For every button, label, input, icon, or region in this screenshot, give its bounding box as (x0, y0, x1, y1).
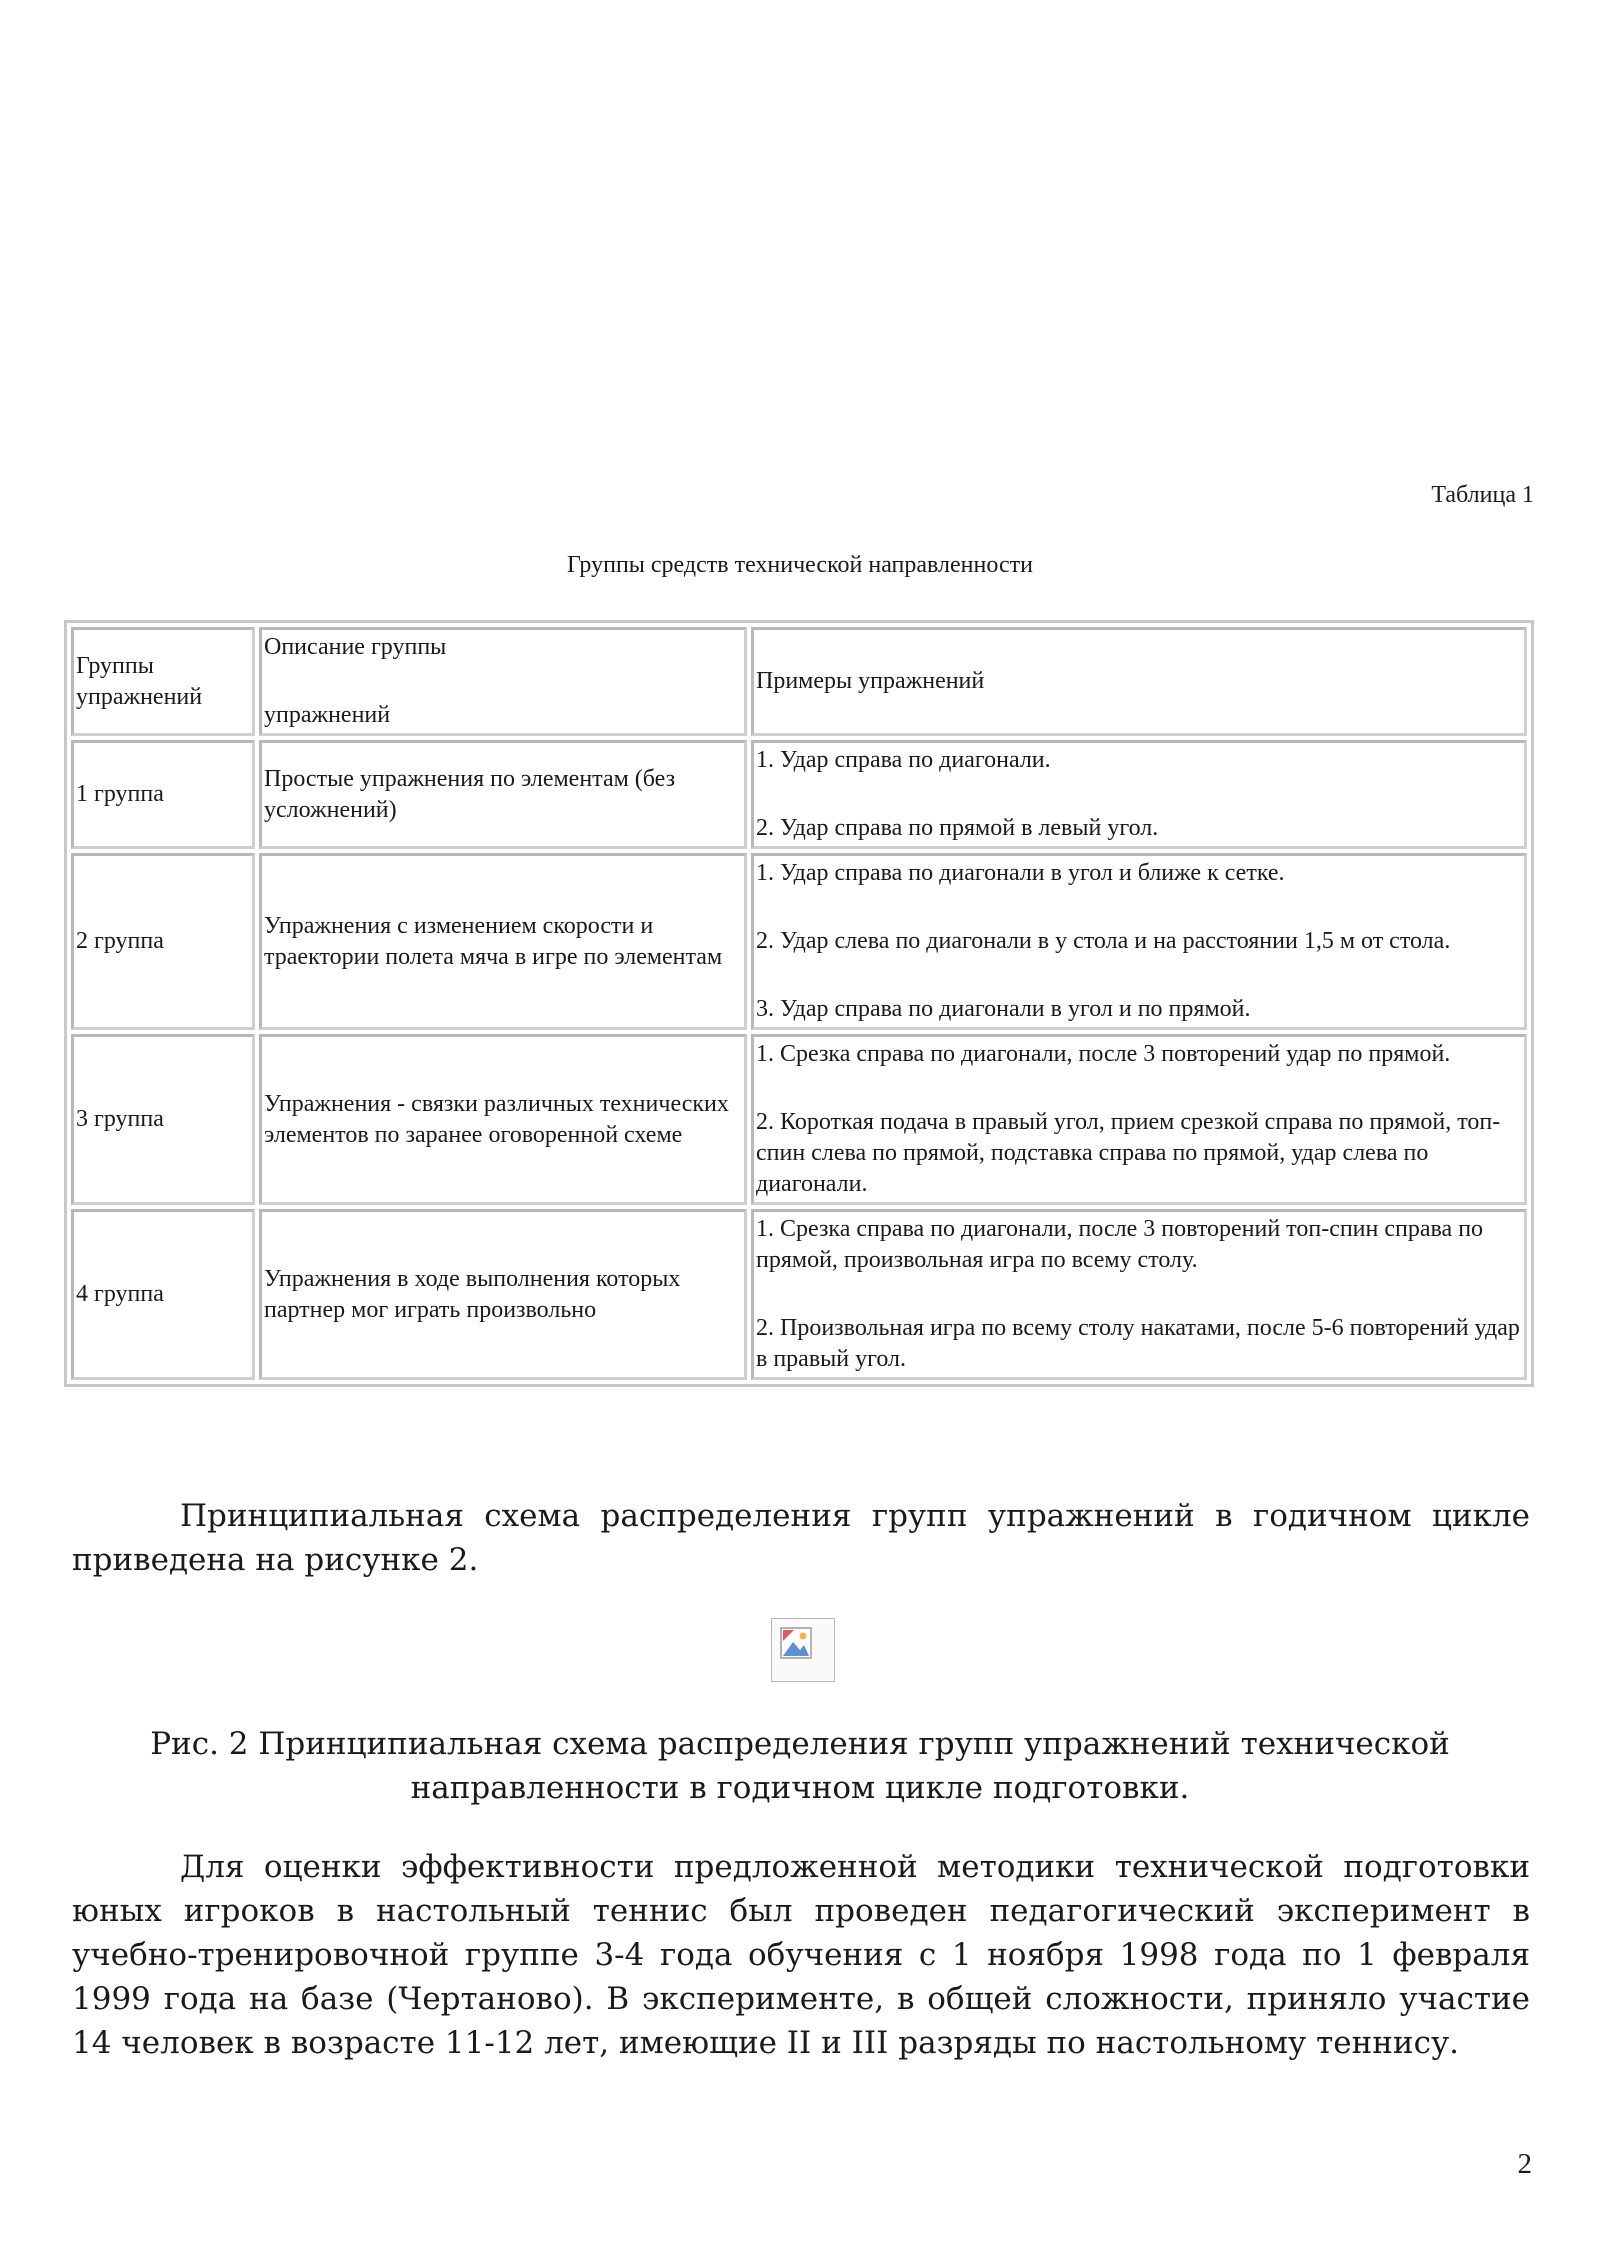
body-paragraph: Принципиальная схема распределения групп упражнений в годичном цикле приведена на рисунке 2. (72, 1498, 1530, 1578)
example-item: 1. Срезка справа по диагонали, после 3 повторений топ-спин справа по прямой, произвольная игра по всему столу. (756, 1216, 1484, 1273)
broken-image-icon (780, 1627, 824, 1671)
example-item: 1. Удар справа по диагонали в угол и ближе к сетке. (756, 860, 1285, 886)
example-item: 2. Удар слева по диагонали в у стола и на расстоянии 1,5 м от стола. (756, 928, 1451, 954)
example-item: 1. Срезка справа по диагонали, после 3 повторений удар по прямой. (756, 1041, 1451, 1067)
header-examples: Примеры упражнений (751, 627, 1527, 736)
row-group-name: 2 группа (71, 853, 255, 1030)
example-item: 1. Удар справа по диагонали. (756, 747, 1051, 773)
exercise-groups-table (64, 620, 1534, 1387)
table-row (71, 853, 1527, 1030)
row-group-name: 1 группа (71, 740, 255, 849)
row-group-name: 4 группа (71, 1209, 255, 1380)
header-description (259, 627, 747, 736)
row-description: Упражнения с изменением скорости и траектории полета мяча в игре по элементам (259, 853, 747, 1030)
row-examples (751, 1209, 1527, 1380)
example-item: 2. Произвольная игра по всему столу накатами, после 5-6 повторений удар в правый угол. (756, 1315, 1520, 1372)
figure-caption: Рис. 2 Принципиальная схема распределения групп упражнений технической направленности в годичном цикле подготовки. (150, 1726, 1450, 1806)
table-header-row (71, 627, 1527, 736)
figure-placeholder (771, 1618, 835, 1682)
example-item: 2. Удар справа по прямой в левый угол. (756, 815, 1159, 841)
row-examples (751, 740, 1527, 849)
header-description-line2: упражнений (264, 702, 391, 728)
body-paragraph: Для оценки эффективности предложенной методики технической подготовки юных игроков в настольный теннис был проведен педагогический эксперимент в учебно-тренировочной группе 3-4 года обучения с 1 ноября 1998 года по 1 февраля 1999 года на базе (Чертаново). В эксперименте, в общей сложности, приняло участие 14 человек в возрасте 11-12 лет, имеющие II и III разряды по настольному теннису. (72, 1849, 1530, 2061)
table-caption: Группы средств технической направленности (567, 552, 1033, 578)
row-group-name: 3 группа (71, 1034, 255, 1205)
row-description: Простые упражнения по элементам (без усложнений) (259, 740, 747, 849)
page-number: 2 (1517, 2148, 1532, 2180)
row-examples (751, 853, 1527, 1030)
table-row (71, 740, 1527, 849)
row-description: Упражнения - связки различных технических элементов по заранее оговоренной схеме (259, 1034, 747, 1205)
header-description-line1: Описание группы (264, 634, 447, 660)
table-number-label: Таблица 1 (1431, 482, 1534, 508)
row-examples (751, 1034, 1527, 1205)
table-row (71, 1209, 1527, 1380)
table-row (71, 1034, 1527, 1205)
example-item: 2. Короткая подача в правый угол, прием срезкой справа по прямой, топ-спин слева по прямой, подставка справа по прямой, удар слева по диагонали. (756, 1109, 1501, 1197)
header-groups: Группы упражнений (71, 627, 255, 736)
row-description: Упражнения в ходе выполнения которых партнер мог играть произвольно (259, 1209, 747, 1380)
example-item: 3. Удар справа по диагонали в угол и по прямой. (756, 996, 1251, 1022)
